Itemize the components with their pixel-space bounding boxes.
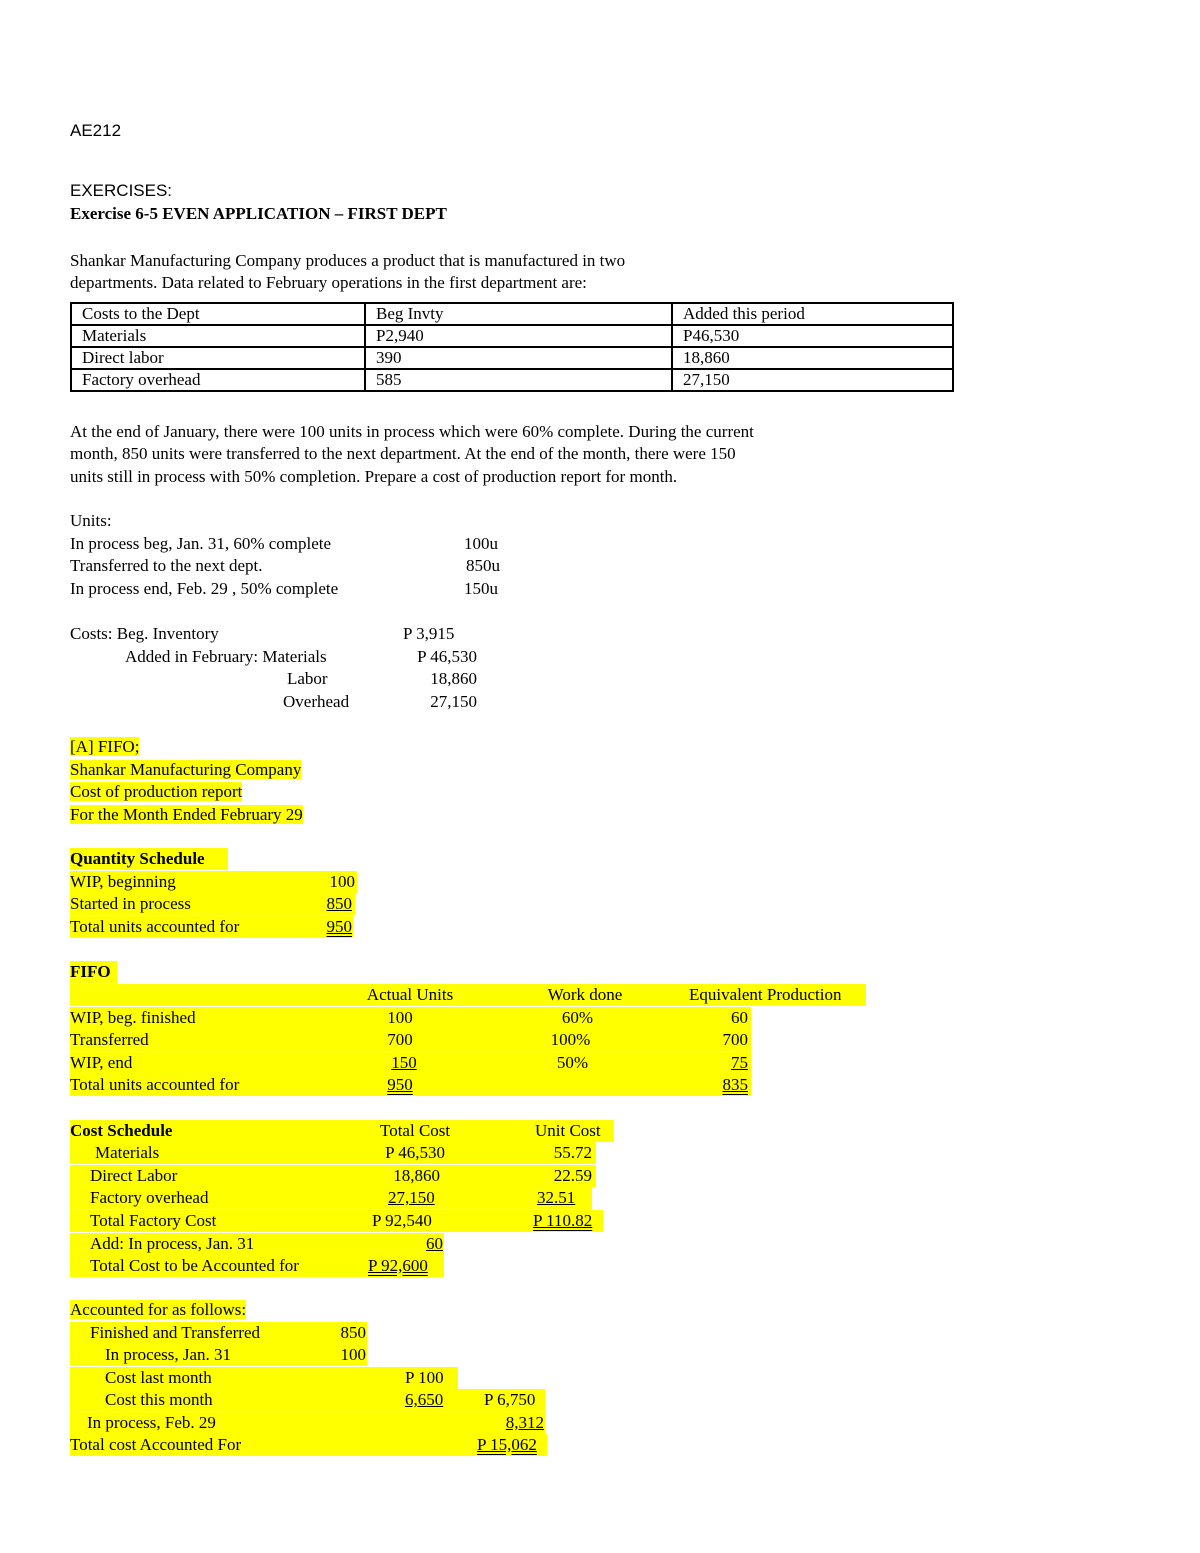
accounted-total-label: Total cost Accounted For [70,1435,242,1454]
fifo-row-actual: 950 [387,1075,413,1094]
method-label: [A] FIFO; [70,737,140,756]
cs-row-unit: 32.51 [537,1188,576,1207]
company-name: Shankar Manufacturing Company [70,760,302,779]
quantity-schedule-title: Quantity Schedule [70,849,205,868]
units-label: Units: [70,511,112,530]
qs-row-value: 950 [326,917,352,936]
table-header-cell: Beg Invty [365,303,672,325]
qs-row-label: Started in process [70,894,191,913]
table-row [71,325,953,347]
table-cell: P2,940 [365,325,672,347]
table-cell: 390 [365,347,672,369]
fifo-row-work: 60% [561,1008,594,1027]
exercises-label: EXERCISES: [70,181,173,200]
table-row [71,303,953,325]
accounted-cost-last-label: Cost last month [105,1368,212,1387]
accounted-cost-this: 6,650 [405,1390,444,1409]
accounted-title: Accounted for as follows: [70,1300,247,1319]
costs-overhead-label: Overhead [283,692,350,711]
problem-line-1: At the end of January, there were 100 units in process which were 60% complete. During the current [70,422,754,441]
cost-schedule-header-total: Total Cost [380,1121,451,1140]
cs-row-unit: P 110.82 [533,1211,593,1230]
accounted-finished-label: Finished and Transferred [90,1323,260,1342]
costs-beg-value: P 3,915 [403,624,455,643]
costs-added-label: Added in February: Materials [125,647,327,666]
fifo-title: FIFO [70,962,111,981]
table-cell: Materials [71,325,365,347]
cs-row-total: 18,860 [393,1166,440,1185]
fifo-header-work: Work done [547,985,623,1004]
units-row-label: Transferred to the next dept. [70,556,263,575]
table-header-cell: Costs to the Dept [71,303,365,325]
cs-row-total: P 92,540 [372,1211,432,1230]
fifo-row-label: Transferred [70,1030,149,1049]
qs-row-value: 850 [326,894,352,913]
accounted-total-value: P 15,062 [477,1435,537,1454]
cs-row-unit: 22.59 [553,1166,592,1185]
cs-row-unit: 55.72 [553,1143,592,1162]
table-cell: Factory overhead [71,369,365,391]
cs-row-label: Materials [95,1143,160,1162]
table-cell: Direct labor [71,347,365,369]
table-header-cell: Added this period [672,303,953,325]
cost-schedule-header-unit: Unit Cost [535,1121,601,1140]
table-cell: 18,860 [672,347,953,369]
cs-row-label: Total Factory Cost [90,1211,217,1230]
table-cell: P46,530 [672,325,953,347]
units-row-value: 150u [464,579,498,598]
intro-line-1: Shankar Manufacturing Company produces a product that is manufactured in two [70,251,626,270]
accounted-cost-this-label: Cost this month [105,1390,213,1409]
table-cell: 585 [365,369,672,391]
costs-labor-label: Labor [287,669,328,688]
units-row-label: In process end, Feb. 29 , 50% complete [70,579,339,598]
cost-table [70,302,954,392]
qs-row-label: Total units accounted for [70,917,240,936]
fifo-header-actual: Actual Units [366,985,454,1004]
fifo-row-work: 100% [550,1030,591,1049]
accounted-cost-last: P 100 [405,1368,444,1387]
units-row-label: In process beg, Jan. 31, 60% complete [70,534,332,553]
costs-overhead: 27,150 [430,692,477,711]
fifo-row-equiv: 835 [722,1075,748,1094]
qs-row-label: WIP, beginning [70,872,176,891]
units-row-value: 100u [464,534,498,553]
course-code: AE212 [70,121,122,140]
cs-row-total: P 46,530 [385,1143,445,1162]
table-row [71,369,953,391]
cost-schedule-title: Cost Schedule [70,1121,173,1140]
fifo-row-actual: 150 [391,1053,417,1072]
costs-materials: P 46,530 [417,647,477,666]
fifo-row-actual: 100 [387,1008,413,1027]
cs-row-label: Add: In process, Jan. 31 [90,1234,255,1253]
units-row-value: 850u [466,556,500,575]
qs-row-value: 100 [329,872,355,891]
fifo-row-equiv: 700 [722,1030,748,1049]
fifo-row-label: WIP, beg. finished [70,1008,196,1027]
fifo-header-equivalent: Equivalent Production [689,985,842,1004]
cs-row-total: 60 [426,1234,443,1253]
problem-line-2: month, 850 units were transferred to the next department. At the end of the month, there were 150 [70,444,736,463]
fifo-row-work: 50% [556,1053,589,1072]
problem-line-3: units still in process with 50% completion. Prepare a cost of production report for month. [70,467,678,486]
exercise-title: Exercise 6-5 EVEN APPLICATION – FIRST DEPT [70,204,447,223]
report-period: For the Month Ended February 29 [70,805,303,824]
fifo-row-equiv: 60 [731,1008,748,1027]
table-cell: 27,150 [672,369,953,391]
cs-row-total: P 92,600 [368,1256,428,1275]
accounted-finished-units: 850 [340,1323,366,1342]
accounted-inprocess-label: In process, Jan. 31 [105,1345,232,1364]
costs-beg-label: Costs: Beg. Inventory [70,624,219,643]
accounted-end-label: In process, Feb. 29 [87,1413,216,1432]
fifo-row-actual: 700 [387,1030,413,1049]
cs-row-label: Direct Labor [90,1166,178,1185]
table-row [71,347,953,369]
cs-row-label: Total Cost to be Accounted for [90,1256,299,1275]
accounted-end-value: 8,312 [505,1413,544,1432]
cs-row-total: 27,150 [388,1188,435,1207]
report-title: Cost of production report [70,782,243,801]
cs-row-label: Factory overhead [90,1188,209,1207]
fifo-row-label: Total units accounted for [70,1075,240,1094]
accounted-subtotal: P 6,750 [484,1390,536,1409]
fifo-row-label: WIP, end [70,1053,133,1072]
costs-labor: 18,860 [430,669,477,688]
fifo-row-equiv: 75 [731,1053,748,1072]
intro-line-2: departments. Data related to February operations in the first department are: [70,273,587,292]
accounted-inprocess-units: 100 [340,1345,366,1364]
